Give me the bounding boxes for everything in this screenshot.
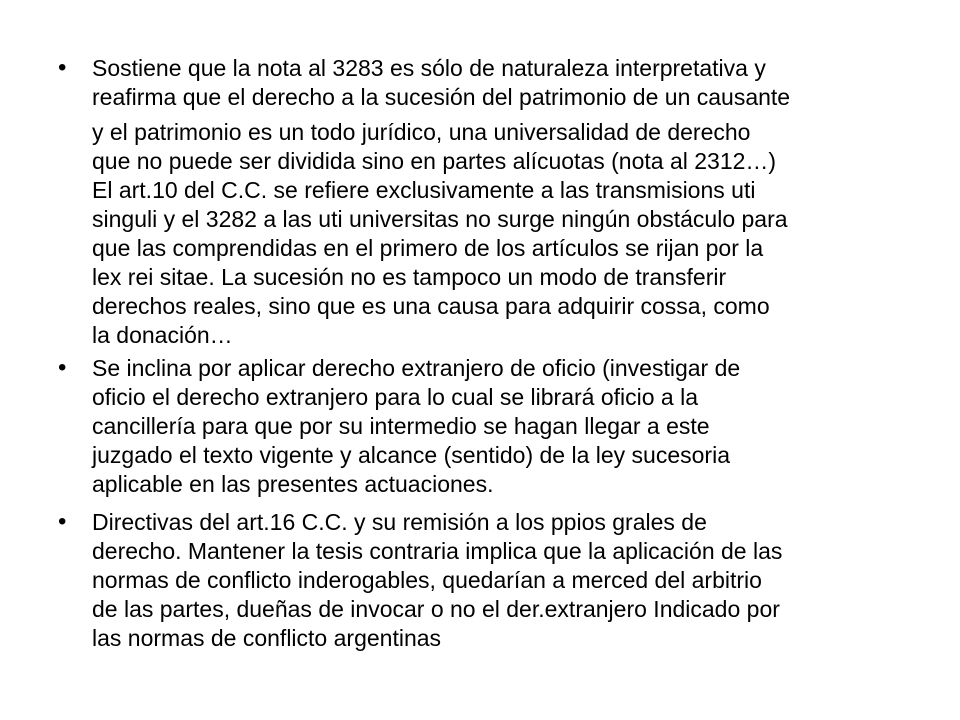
- bullet-item-1: [58, 54, 918, 350]
- bullet-dot: •: [58, 508, 67, 535]
- bullet-dot: •: [58, 354, 67, 381]
- bullet-dot: •: [58, 54, 67, 81]
- bullet-item-3: [58, 508, 918, 653]
- bullet-text-1: [92, 54, 918, 350]
- bullet-text-2: Se inclina por aplicar derecho extranjero de oficio (investigar de oficio el derecho extranjero para lo cual se librará oficio a la cancillería para que por su intermedio se hagan llegar a este juzgado el texto vigente y alcance (sentido) de la ley sucesoria aplicable en las presentes actuaciones.: [92, 355, 741, 497]
- bullet-1-paragraph-2: y el patrimonio es un todo jurídico, una universalidad de derecho que no puede ser dividida sino en partes alícuotas (nota al 2312…) El art.10 del C.C. se refiere exclusivamente a las transmisions uti singuli y el 3282 a las uti universitas no surge ningún obstáculo para que las comprendidas en el primero de los artículos se rijan por la lex rei sitae. La sucesión no es tampoco un modo de transferir derechos reales, sino que es una causa para adquirir cossa, como la donación…: [92, 119, 788, 348]
- bullet-item-2: [58, 354, 918, 499]
- bullet-text-3: Directivas del art.16 C.C. y su remisión a los ppios grales de derecho. Mantener la tesis contraria implica que la aplicación de las normas de conflicto inderogables, quedarían a merced del arbitrio de las partes, dueñas de invocar o no el der.extranjero Indicado por las normas de conflicto argentinas: [92, 509, 783, 651]
- bullet-1-paragraph-1: Sostiene que la nota al 3283 es sólo de naturaleza interpretativa y reafirma que el derecho a la sucesión del patrimonio de un causante: [92, 55, 791, 110]
